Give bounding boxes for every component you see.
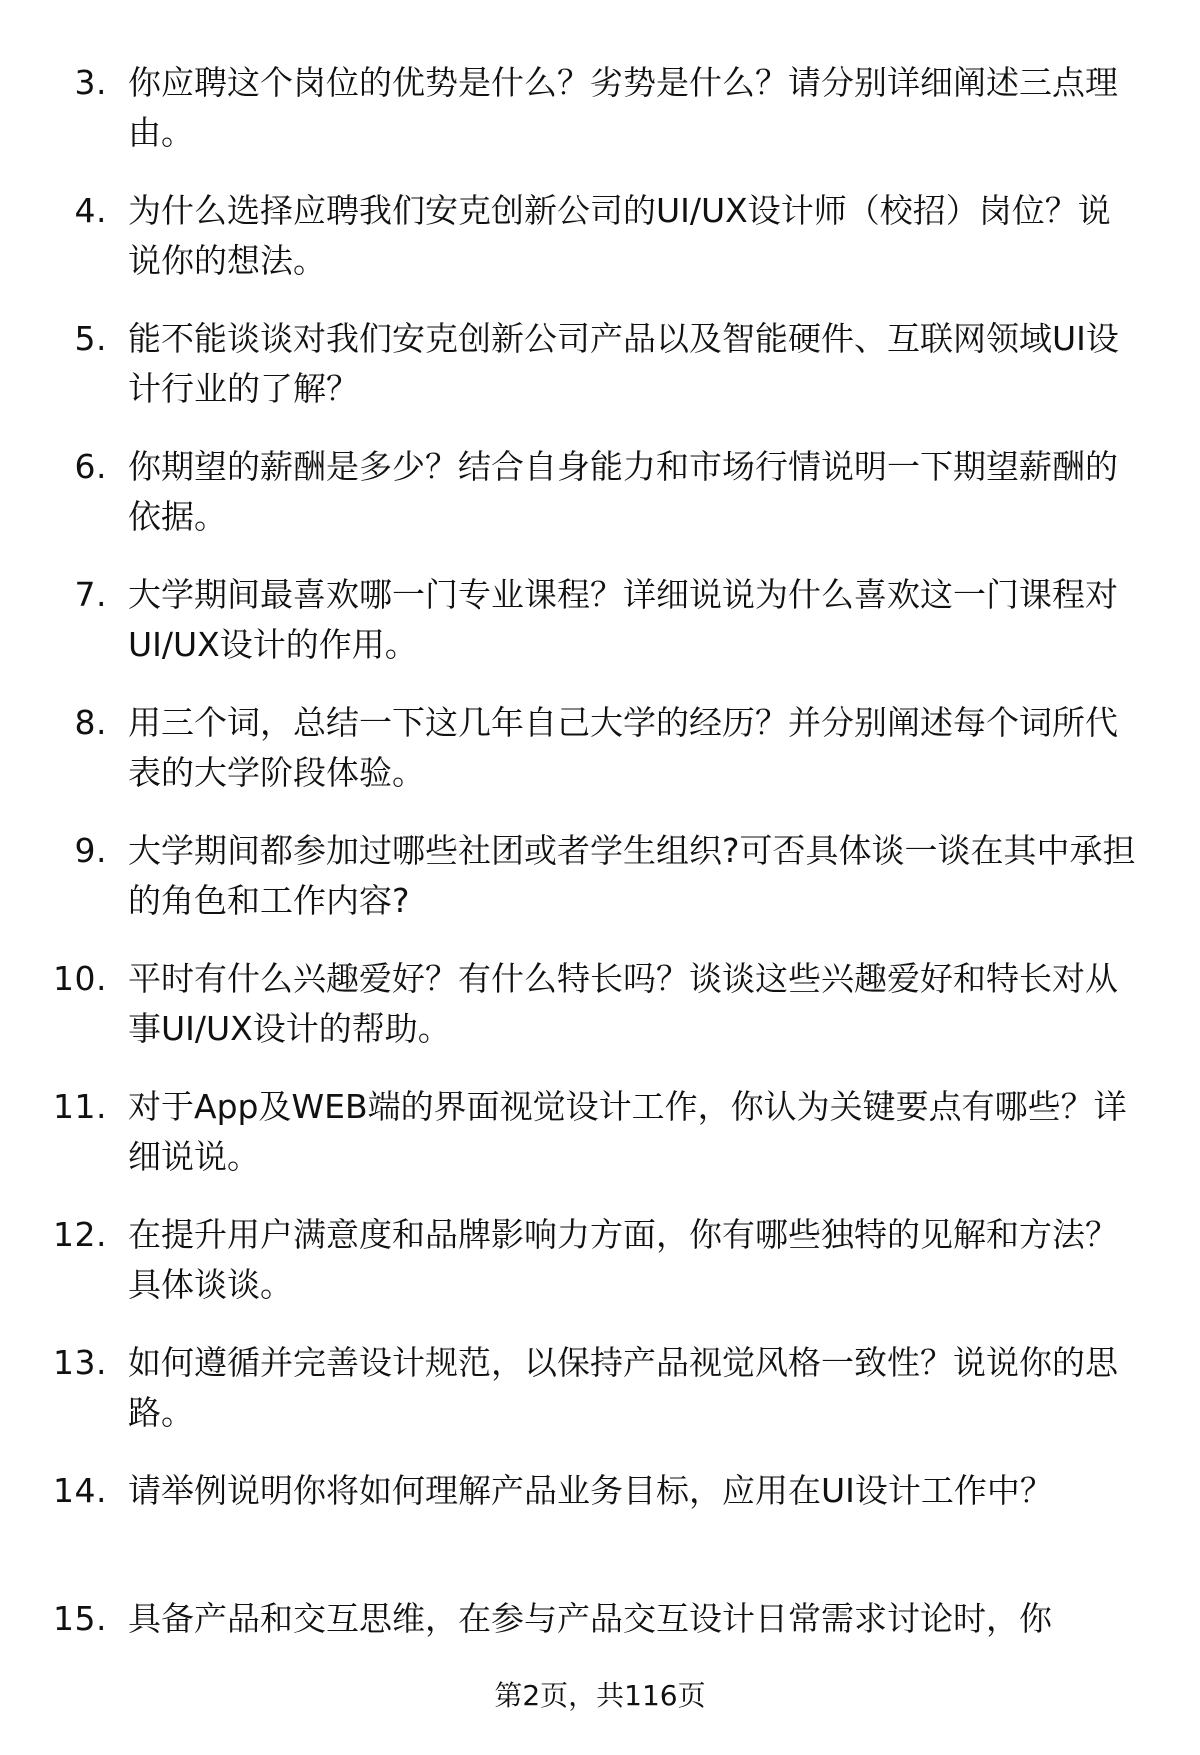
question-number: 13.	[53, 1343, 107, 1382]
question-number: 6.	[74, 447, 107, 486]
question-text: 具备产品和交互思维，在参与产品交互设计日常需求讨论时，你	[128, 1599, 1052, 1638]
list-item	[0, 186, 1200, 314]
question-number: 12.	[53, 1215, 107, 1254]
list-item	[0, 442, 1200, 570]
question-text: 为什么选择应聘我们安克创新公司的UI/UX设计师（校招）岗位？说说你的想法。	[128, 191, 1111, 280]
list-item	[0, 314, 1200, 442]
list-item	[0, 1338, 1200, 1466]
question-text: 你应聘这个岗位的优势是什么？劣势是什么？请分别详细阐述三点理由。	[128, 63, 1118, 152]
question-number: 8.	[74, 703, 107, 742]
question-number: 5.	[74, 319, 107, 358]
question-text: 平时有什么兴趣爱好？有什么特长吗？谈谈这些兴趣爱好和特长对从事UI/UX设计的帮助。	[128, 959, 1118, 1048]
page-footer	[0, 1676, 1200, 1716]
list-item	[0, 58, 1200, 186]
question-number: 11.	[53, 1087, 107, 1126]
question-number: 14.	[53, 1471, 107, 1510]
list-item	[0, 1210, 1200, 1338]
question-text: 如何遵循并完善设计规范，以保持产品视觉风格一致性？说说你的思路。	[128, 1343, 1118, 1432]
question-list	[0, 58, 1200, 1722]
question-number: 9.	[74, 831, 107, 870]
question-text: 对于App及WEB端的界面视觉设计工作，你认为关键要点有哪些？详细说说。	[128, 1087, 1127, 1176]
question-text: 大学期间最喜欢哪一门专业课程？详细说说为什么喜欢这一门课程对UI/UX设计的作用。	[128, 575, 1118, 664]
question-text: 能不能谈谈对我们安克创新公司产品以及智能硬件、互联网领域UI设计行业的了解？	[128, 319, 1119, 408]
list-item	[0, 698, 1200, 826]
list-item	[0, 1466, 1200, 1594]
question-number: 4.	[74, 191, 107, 230]
question-text: 你期望的薪酬是多少？结合自身能力和市场行情说明一下期望薪酬的依据。	[128, 447, 1118, 536]
question-text: 请举例说明你将如何理解产品业务目标，应用在UI设计工作中？	[128, 1471, 1053, 1510]
list-item	[0, 826, 1200, 954]
question-text: 用三个词，总结一下这几年自己大学的经历？并分别阐述每个词所代表的大学阶段体验。	[128, 703, 1118, 792]
question-text: 大学期间都参加过哪些社团或者学生组织?可否具体谈一谈在其中承担的角色和工作内容?	[128, 831, 1136, 920]
question-number: 7.	[74, 575, 107, 614]
list-item	[0, 570, 1200, 698]
page-number-label: 第2页，共116页	[494, 1679, 706, 1712]
question-number: 10.	[53, 959, 107, 998]
question-number: 15.	[53, 1599, 107, 1638]
question-number: 3.	[74, 63, 107, 102]
question-text: 在提升用户满意度和品牌影响力方面，你有哪些独特的见解和方法？具体谈谈。	[128, 1215, 1118, 1304]
list-item	[0, 1082, 1200, 1210]
list-item	[0, 954, 1200, 1082]
